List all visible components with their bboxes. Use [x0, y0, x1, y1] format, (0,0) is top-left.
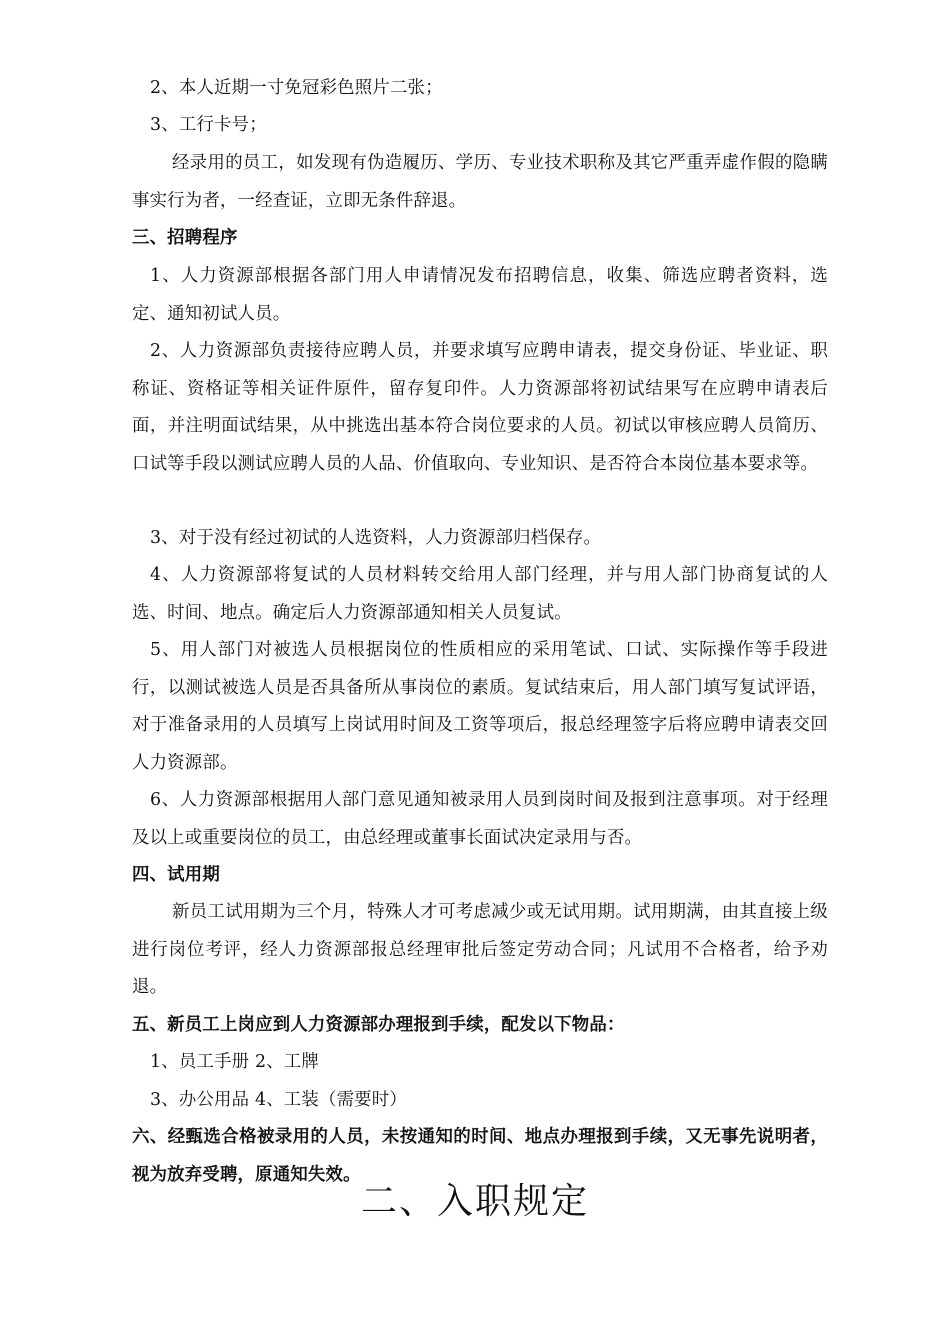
paragraph-falsification-policy: 经录用的员工，如发现有伪造履历、学历、专业技术职称及其它严重弄虚作假的隐瞒事实行为者，一经查证，立即无条件辞退。 — [132, 153, 828, 211]
paragraph-photo-requirement: 2、本人近期一寸免冠彩色照片二张； — [150, 78, 443, 98]
heading-recruitment-procedure: 三、招聘程序 — [132, 228, 238, 248]
heading-failure-to-report: 六、经甄选合格被录用的人员，未按通知的时间、地点办理报到手续，又无事先说明者，视为放弃受聘，原通知失效。 — [132, 1127, 828, 1185]
paragraph-procedure-3: 3、对于没有经过初试的人选资料，人力资源部归档保存。 — [150, 528, 602, 548]
paragraph-bank-card: 3、工行卡号； — [150, 115, 267, 135]
list-item-supplies-uniform: 3、办公用品 4、工装（需要时） — [150, 1090, 407, 1110]
section-title: 二、入职规定 — [360, 1181, 589, 1222]
list-item-handbook-badge: 1、员工手册 2、工牌 — [150, 1052, 319, 1072]
heading-probation-period: 四、试用期 — [132, 865, 220, 885]
paragraph-procedure-6: 6、人力资源部根据用人部门意见通知被录用人员到岗时间及报到注意事项。对于经理及以上或重要岗位的员工，由总经理或董事长面试决定录用与否。 — [132, 790, 828, 848]
paragraph-procedure-2: 2、人力资源部负责接待应聘人员，并要求填写应聘申请表，提交身份证、毕业证、职称证、资格证等相关证件原件，留存复印件。人力资源部将初试结果写在应聘申请表后面，并注明面试结果，从中挑选出基本符合岗位要求的人员。初试以审核应聘人员简历、口试等手段以测试应聘人员的人品、价值取向、专业知识、是否符合本岗位基本要求等。 — [132, 341, 828, 474]
paragraph-procedure-4: 4、人力资源部将复试的人员材料转交给用人部门经理，并与用人部门协商复试的人选、时间、地点。确定后人力资源部通知相关人员复试。 — [132, 565, 828, 623]
paragraph-procedure-1: 1、人力资源部根据各部门用人申请情况发布招聘信息，收集、筛选应聘者资料，选定、通知初试人员。 — [132, 266, 828, 324]
paragraph-procedure-5: 5、用人部门对被选人员根据岗位的性质相应的采用笔试、口试、实际操作等手段进行，以测试被选人员是否具备所从事岗位的素质。复试结束后，用人部门填写复试评语，对于准备录用的人员填写上岗试用时间及工资等项后，报总经理签字后将应聘申请表交回人力资源部。 — [132, 640, 828, 773]
heading-onboarding-items: 五、新员工上岗应到人力资源部办理报到手续，配发以下物品： — [132, 1015, 625, 1035]
paragraph-probation-policy: 新员工试用期为三个月，特殊人才可考虑减少或无试用期。试用期满，由其直接上级进行岗位考评，经人力资源部报总经理审批后签定劳动合同；凡试用不合格者，给予劝退。 — [132, 902, 828, 997]
